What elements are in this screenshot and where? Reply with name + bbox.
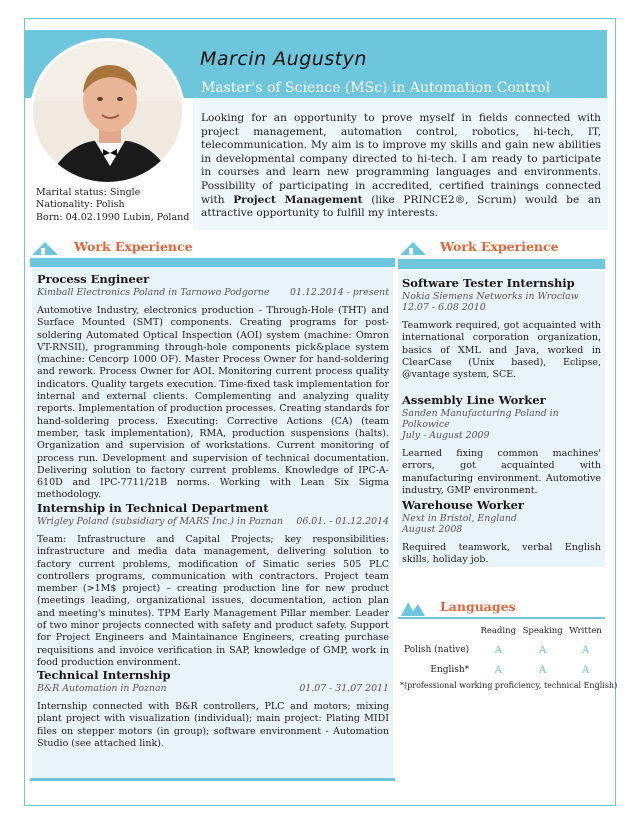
job-description: Required teamwork, verbal English skills, holiday job. [402, 542, 601, 566]
language-level: A [581, 664, 590, 676]
career-summary [201, 112, 601, 221]
languages-heading [398, 597, 605, 617]
job-date: August 2008 [402, 524, 463, 535]
job-description: Learned fixing common machines' errors, got acquainted with manufacturing environment. Automotive industry, GMP environment. [402, 448, 601, 496]
job-entry [402, 276, 601, 381]
job-description: Teamwork required, got acquainted with international corporation organization, basics of XML and Java, worked in ClearCase (Unix based), Eclipse, @vantage system, SCE. [402, 320, 601, 381]
job-title: Warehouse Worker [402, 498, 524, 512]
languages-header-row [400, 622, 605, 640]
job-organization: Next in Bristol, England [402, 513, 517, 524]
job-organization: Sanden Manufacturing Poland in Polkowice [402, 408, 559, 430]
job-date: 06.01. - 01.12.2014 [296, 516, 389, 527]
column-header: Written [569, 626, 602, 636]
language-row [400, 660, 605, 680]
work-experience-heading-left [30, 237, 395, 257]
job-entry [37, 501, 389, 669]
birth-info: Born: 04.02.1990 Lubin, Poland [36, 211, 190, 223]
graduation-cap-icon [398, 239, 428, 257]
job-title: Software Tester Internship [402, 276, 575, 290]
job-org-row [37, 287, 389, 298]
job-title: Internship in Technical Department [37, 501, 269, 515]
column-header: Speaking [522, 626, 563, 636]
job-description: Team: Infrastructure and Capital Projects; key responsibilities: infrastructure and media data management, delivering solution to factory current problems, modification of Simatic series 505 PLC controllers programs, communication with contractors. Project team member (>1M$ project) – creating production line for new product (meetings leading, organizational issues, documentation, action plan and meeting's minutes). TPM Early Management Pillar member. Leader of two minor projects connected with safety and product safety. Support for Project Engineers and Maintainance Engineers, creating purchase requisitions and invoice verification in SAP, knowledge of GMP, work in food production environment. [37, 534, 389, 668]
profile-photo [30, 38, 185, 185]
job-date: 01.12.2014 - present [289, 287, 389, 298]
section-title: Work Experience [74, 239, 193, 254]
job-entry [37, 272, 389, 502]
candidate-name: Marcin Augustyn [200, 48, 367, 70]
job-organization: B&R Automation in Poznan [37, 683, 167, 694]
language-level: A [538, 644, 547, 656]
job-title: Process Engineer [37, 272, 150, 286]
job-description: Internship connected with B&R controllers, PLC and motors; mixing plant project with visualization (individual); main project: Plating MIDI files on stepper motors (in group); software environment - Automation Studio (see attached link). [37, 701, 389, 749]
language-level: A [538, 664, 547, 676]
job-organization: Wrigley Poland (subsidiary of MARS Inc.) in Poznan [37, 516, 284, 527]
language-level: A [581, 644, 590, 656]
language-name: English* [430, 665, 470, 675]
job-title: Assembly Line Worker [402, 393, 546, 407]
job-date: July - August 2009 [402, 430, 490, 441]
languages-icon [398, 599, 428, 617]
job-organization: Nokia Siemens Networks in Wroclaw [402, 291, 579, 302]
languages-table [400, 622, 605, 680]
job-org-row [37, 683, 389, 694]
bottom-divider [30, 778, 395, 781]
job-description: Automotive Industry, electronics production - Through-Hole (THT) and Surface Mounted (SMT) components. Creating programs for post-soldering Automated Optical Inspection (AOI) system (machine: Omron VT-RNSII), programming through-hole components pick&place system (machine: Cencorp 1000 OF). Master Process Owner for hand-soldering and rework. Process Owner for AOI. Monitoring current process quality indicators. Quality targets execution. Time-fixed task implementation for internal and external clients. Complementing and analyzing quality reports. Implementation of production processes. Creating standards for hand-soldering process. Executing: Corrective Actions (CA) (team member, task implementation), RMA, production suspensions (halts). Organization and supervision of workstations. Current monitoring of process run. Development and supervision of technical documentation. Delivering solution to factory current problems. Knowledge of IPC-A-610D and IPC-7711/21B norms. Working with Lean Six Sigma methodology. [37, 305, 389, 501]
summary-bold: Project Management [233, 193, 363, 206]
language-note: *(professional working proficiency, technical English) [400, 681, 618, 690]
personal-details [36, 187, 189, 224]
section-divider-left [30, 258, 395, 267]
degree-title: Master's of Science (MSc) in Automation Control [201, 80, 551, 96]
summary-text-2: (like PRINCE2®, Scrum) would be an attractive opportunity to fulfill my interests. [201, 193, 601, 220]
marital-status: Marital status: Single [36, 187, 141, 198]
nationality: Nationality: Polish [36, 199, 125, 211]
work-experience-heading-right [398, 237, 605, 257]
language-name: Polish (native) [403, 645, 470, 655]
section-title: Languages [440, 599, 516, 614]
job-entry [402, 393, 601, 497]
job-date: 12.07 - 6.08 2010 [402, 302, 486, 313]
job-organization: Kimball Electronics Poland in Tarnowo Podgorne [37, 287, 270, 298]
graduation-cap-icon [30, 239, 60, 257]
languages-divider [398, 617, 605, 619]
section-divider-right [398, 259, 605, 269]
section-title: Work Experience [440, 239, 559, 254]
job-org-row [37, 516, 389, 527]
column-header: Reading [480, 626, 517, 636]
summary-text-1: Looking for an opportunity to prove myself in fields connected with project management, automation control, robotics, hi-tech, IT, telecommunication. My aim is to improve my skills and gain new abilities in developmental company directed to hi-tech. I am ready to participate in courses and learn new programming languages and environments. Possibility of participating in accredited, certified trainings connected with [201, 112, 601, 206]
language-row [400, 640, 605, 660]
job-entry [402, 498, 601, 567]
job-title: Technical Internship [37, 668, 171, 682]
job-entry [37, 668, 389, 750]
job-date: 01.07 - 31.07 2011 [299, 683, 389, 694]
language-level: A [494, 664, 503, 676]
language-level: A [494, 644, 503, 656]
